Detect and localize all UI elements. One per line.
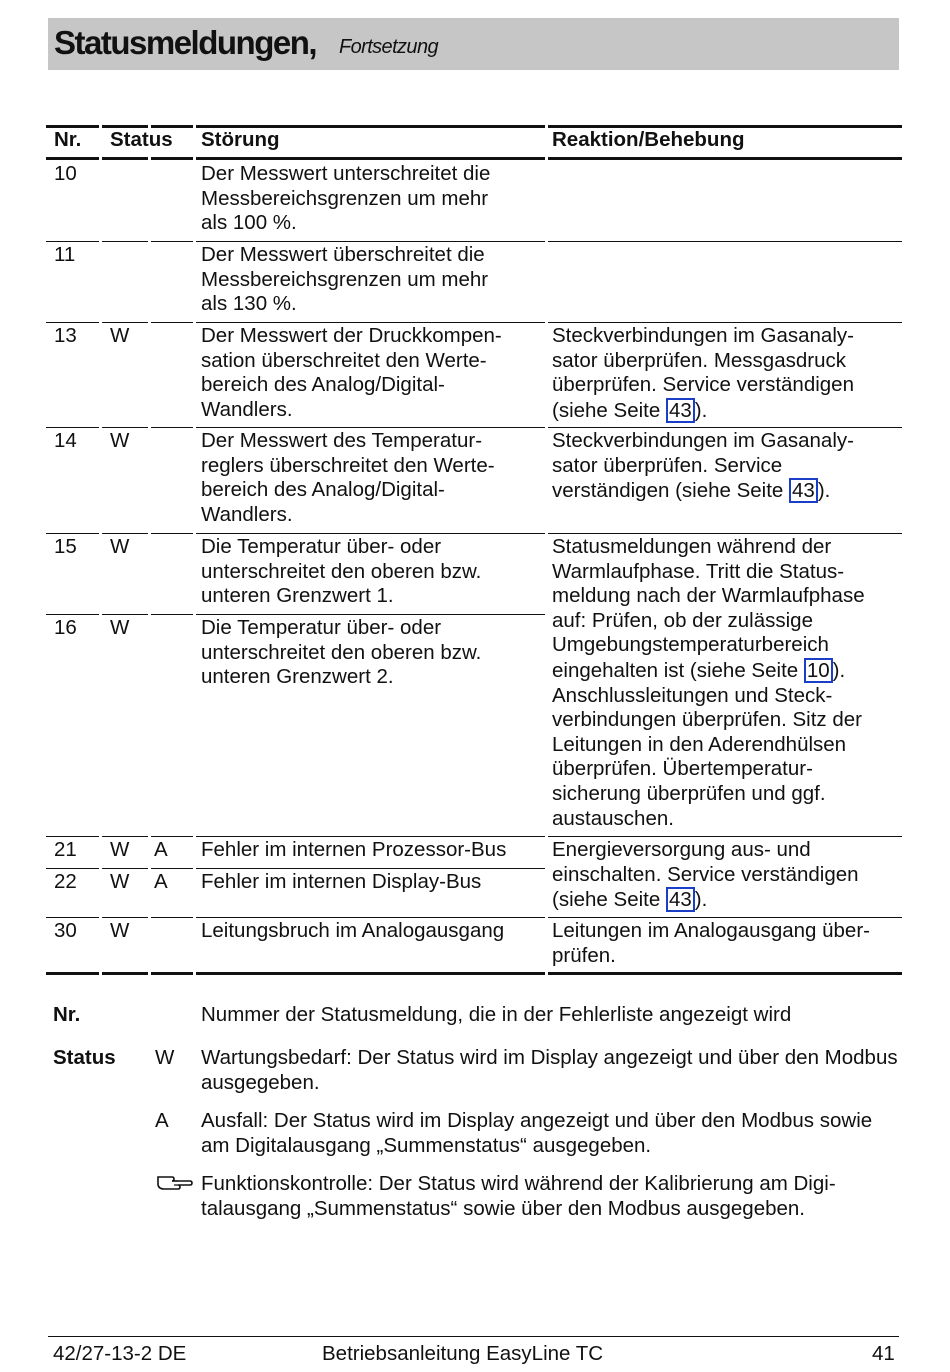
table-rule (548, 157, 902, 160)
legend-status-label: Status (53, 1046, 116, 1069)
table-rule (102, 614, 148, 615)
footer-doc-title: Betriebsanleitung EasyLine TC (322, 1342, 604, 1365)
table-rule (46, 972, 99, 975)
table-rule (151, 836, 193, 837)
table-rule (102, 427, 148, 428)
table-rule (196, 157, 545, 160)
table-rule (46, 614, 99, 615)
table-cell-stoerung: Leitungsbruch im Analogausgang (201, 919, 505, 942)
table-cell-status-w: W (110, 535, 130, 558)
table-cell-stoerung: Die Temperatur über- oder unterschreitet den oberen bzw. unteren Grenzwert 2. (201, 616, 482, 689)
table-rule (151, 427, 193, 428)
table-rule (46, 322, 99, 323)
table-rule (102, 322, 148, 323)
table-cell-stoerung: Der Messwert des Temperatur- reglers überschreitet den Werte- bereich des Analog/Digital- Wandlers. (201, 429, 495, 526)
table-rule (196, 868, 545, 869)
table-rule (46, 868, 99, 869)
table-cell-nr: 14 (54, 429, 77, 452)
table-rule (102, 157, 148, 160)
table-rule (151, 533, 193, 534)
table-cell-reaktion: Steckverbindungen im Gasanaly- sator überprüfen. Messgasdruck überprüfen. Service verständigen (siehe Seite 43 ). (552, 324, 854, 422)
table-rule (196, 533, 545, 534)
table-rule (548, 917, 902, 918)
table-cell-stoerung: Der Messwert unterschreitet die Messbereichsgrenzen um mehr als 100 %. (201, 162, 491, 235)
page-title: Statusmeldungen, (54, 24, 317, 61)
page-reference-link[interactable]: 43 (789, 478, 818, 503)
table-rule (102, 917, 148, 918)
table-cell-nr: 21 (54, 838, 77, 861)
page-reference-link[interactable]: 10 (804, 658, 833, 683)
table-cell-stoerung: Fehler im internen Display-Bus (201, 870, 482, 893)
column-header-status: Status (110, 128, 173, 151)
table-rule (151, 614, 193, 615)
table-rule (102, 972, 148, 975)
table-rule (196, 322, 545, 323)
table-rule (102, 241, 148, 242)
table-cell-stoerung: Der Messwert der Druckkompen- sation überschreitet den Werte- bereich des Analog/Digital- Wandlers. (201, 324, 502, 421)
table-cell-reaktion-merged: Statusmeldungen während der Warmlaufphase. Tritt die Status- meldung nach der Warmlaufphase auf: Prüfen, ob der zulässige Umgebungstemperaturbereich eingehalten ist (siehe Seite 10 ). Anschlussleitungen und Steck- verbindungen überprüfen. Sitz der Leitungen in den Aderendhülsen überprüfen. Übertemperatur- sicherung überprüfen und ggf. austauschen. (552, 535, 865, 830)
legend-a-code: A (155, 1109, 169, 1132)
page-header (48, 18, 899, 70)
table-rule (548, 322, 902, 323)
table-cell-nr: 15 (54, 535, 77, 558)
table-rule (46, 241, 99, 242)
table-cell-nr: 11 (54, 243, 76, 266)
table-cell-status-w: W (110, 429, 130, 452)
table-rule (548, 836, 902, 837)
table-rule (548, 427, 902, 428)
table-cell-status-w: W (110, 870, 130, 893)
table-rule (102, 868, 148, 869)
table-rule (151, 972, 193, 975)
table-rule (196, 614, 545, 615)
table-rule (151, 322, 193, 323)
table-rule (151, 157, 193, 160)
page-reference-link[interactable]: 43 (666, 887, 695, 912)
table-cell-nr: 30 (54, 919, 77, 942)
table-cell-nr: 10 (54, 162, 77, 185)
table-rule (102, 533, 148, 534)
table-cell-reaktion-merged: Energieversorgung aus- und einschalten. Service verständigen (siehe Seite 43 ). (552, 838, 859, 912)
table-rule (196, 917, 545, 918)
footer-doc-number: 42/27-13-2 DE (53, 1342, 187, 1365)
table-cell-reaktion: Steckverbindungen im Gasanaly- sator überprüfen. Service verständigen (siehe Seite 43 ). (552, 429, 854, 503)
legend-w-code: W (155, 1046, 175, 1069)
table-cell-stoerung: Der Messwert überschreitet die Messbereichsgrenzen um mehr als 130 %. (201, 243, 489, 316)
table-rule (548, 241, 902, 242)
legend-nr-text: Nummer der Statusmeldung, die in der Fehlerliste angezeigt wird (201, 1003, 792, 1026)
table-rule (196, 241, 545, 242)
table-rule (151, 917, 193, 918)
table-rule (196, 972, 545, 975)
table-cell-stoerung: Fehler im internen Prozessor-Bus (201, 838, 507, 861)
table-rule (46, 836, 99, 837)
table-rule (46, 427, 99, 428)
table-rule (102, 836, 148, 837)
legend-nr-label: Nr. (53, 1003, 81, 1026)
column-header-reaktion: Reaktion/Behebung (552, 128, 745, 151)
legend-w-text: Wartungsbedarf: Der Status wird im Display angezeigt und über den Modbus ausgegeben. (201, 1046, 898, 1094)
table-cell-stoerung: Die Temperatur über- oder unterschreitet den oberen bzw. unteren Grenzwert 1. (201, 535, 482, 608)
table-cell-status-w: W (110, 838, 130, 861)
page-reference-link[interactable]: 43 (666, 398, 695, 423)
table-rule (46, 157, 99, 160)
table-cell-status-w: W (110, 324, 130, 347)
table-cell-status-a: A (154, 838, 168, 861)
legend-a-text: Ausfall: Der Status wird im Display angezeigt und über den Modbus sowie am Digitalausgang „Summenstatus“ ausgegeben. (201, 1109, 873, 1157)
pointing-hand-icon (156, 1172, 194, 1198)
table-rule (196, 836, 545, 837)
table-rule (548, 533, 902, 534)
footer-page-number: 41 (872, 1342, 895, 1365)
table-cell-nr: 16 (54, 616, 77, 639)
table-rule (548, 972, 902, 975)
table-cell-nr: 13 (54, 324, 77, 347)
column-header-nr: Nr. (54, 128, 82, 151)
table-cell-status-a: A (154, 870, 168, 893)
table-cell-nr: 22 (54, 870, 77, 893)
footer-divider (48, 1336, 899, 1337)
table-rule (151, 868, 193, 869)
table-rule (46, 917, 99, 918)
table-rule (151, 241, 193, 242)
table-cell-status-w: W (110, 919, 130, 942)
column-header-stoerung: Störung (201, 128, 280, 151)
table-rule (196, 427, 545, 428)
table-rule (46, 533, 99, 534)
table-cell-status-w: W (110, 616, 130, 639)
legend-f-text: Funktionskontrolle: Der Status wird während der Kalibrierung am Digi-talausgang „Summenstatus“ sowie über den Modbus ausgegeben. (201, 1172, 836, 1220)
page-subtitle: Fortsetzung (339, 36, 439, 58)
table-cell-reaktion: Leitungen im Analogausgang über- prüfen. (552, 919, 870, 967)
